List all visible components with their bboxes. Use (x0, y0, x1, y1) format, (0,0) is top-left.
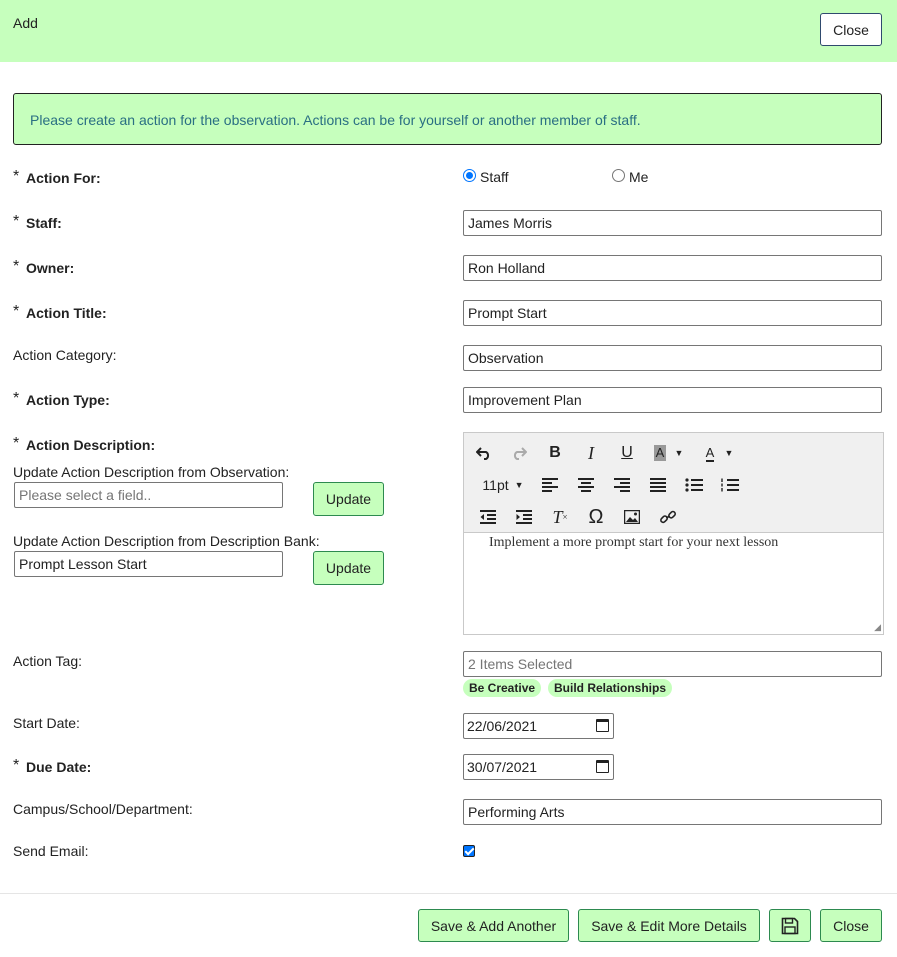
radio-staff-label: Staff (480, 169, 509, 185)
footer-divider (0, 893, 897, 894)
align-left-icon[interactable] (538, 473, 562, 497)
align-right-icon[interactable] (610, 473, 634, 497)
required-marker: * (13, 435, 20, 452)
action-title-input[interactable]: Prompt Start (463, 300, 882, 326)
italic-icon[interactable]: I (588, 442, 594, 463)
action-tag-select[interactable]: 2 Items Selected (463, 651, 882, 677)
info-message: Please create an action for the observation. Actions can be for yourself or another member of staff. (30, 112, 641, 128)
save-add-another-button[interactable]: Save & Add Another (418, 909, 569, 942)
resize-handle-icon[interactable]: ◢ (874, 622, 881, 632)
chevron-down-icon[interactable]: ▼ (724, 448, 734, 458)
due-date-value: 30/07/2021 (467, 759, 538, 775)
editor-content[interactable]: Implement a more prompt start for your next lesson (489, 535, 779, 550)
action-type-label: Action Type: (26, 392, 110, 408)
action-category-select[interactable]: Observation (463, 345, 882, 371)
due-date-input[interactable] (463, 754, 614, 780)
send-email-label: Send Email: (13, 843, 89, 859)
outdent-icon[interactable] (476, 505, 500, 529)
required-marker: * (13, 757, 20, 774)
update-from-observation-button[interactable]: Update (313, 482, 384, 516)
staff-label: Staff: (26, 215, 62, 231)
owner-input[interactable]: Ron Holland (463, 255, 882, 281)
font-size-select[interactable] (478, 473, 528, 497)
image-icon[interactable] (620, 505, 644, 529)
special-char-icon[interactable]: Ω (588, 505, 604, 528)
action-title-label: Action Title: (26, 305, 107, 321)
footer-close-button[interactable]: Close (820, 909, 882, 942)
chevron-down-icon[interactable]: ▼ (674, 448, 684, 458)
font-size-value: 11pt (482, 477, 509, 493)
chevron-down-icon: ▼ (514, 480, 524, 490)
save-icon (781, 917, 799, 935)
radio-me[interactable] (612, 169, 625, 182)
send-email-checkbox[interactable] (463, 845, 475, 857)
text-color-icon[interactable]: A (705, 444, 715, 460)
required-marker: * (13, 390, 20, 407)
tag-chip[interactable]: Build Relationships (548, 679, 672, 697)
modal-title: Add (13, 15, 38, 31)
start-date-input[interactable] (463, 713, 614, 739)
action-type-select[interactable]: Improvement Plan (463, 387, 882, 413)
campus-label: Campus/School/Department: (13, 801, 193, 817)
underline-icon[interactable]: U (621, 444, 633, 461)
justify-icon[interactable] (646, 473, 670, 497)
owner-label: Owner: (26, 260, 75, 276)
description-editor (463, 432, 884, 635)
calendar-icon[interactable] (596, 760, 609, 773)
bullet-list-icon[interactable] (682, 473, 706, 497)
editor-toolbar (464, 433, 883, 533)
clear-format-icon[interactable]: T × (552, 506, 568, 527)
required-marker: * (13, 168, 20, 185)
from-observation-select[interactable]: Please select a field.. (14, 482, 283, 508)
from-bank-select[interactable]: Prompt Lesson Start (14, 551, 283, 577)
update-from-bank-button[interactable]: Update (313, 551, 384, 585)
numbered-list-icon[interactable] (718, 473, 742, 497)
required-marker: * (13, 258, 20, 275)
required-marker: * (13, 303, 20, 320)
start-date-value: 22/06/2021 (467, 718, 538, 734)
align-center-icon[interactable] (574, 473, 598, 497)
action-for-label: Action For: (26, 170, 101, 186)
action-category-label: Action Category: (13, 347, 117, 363)
from-bank-label: Update Action Description from Description Bank: (13, 533, 320, 549)
redo-icon[interactable] (507, 441, 531, 465)
header-close-button[interactable]: Close (820, 13, 882, 46)
link-icon[interactable] (656, 505, 680, 529)
start-date-label: Start Date: (13, 715, 80, 731)
save-icon-button[interactable] (769, 909, 811, 942)
info-alert (13, 93, 882, 145)
radio-staff[interactable] (463, 169, 476, 182)
staff-input[interactable]: James Morris (463, 210, 882, 236)
indent-icon[interactable] (512, 505, 536, 529)
undo-icon[interactable] (472, 441, 496, 465)
due-date-label: Due Date: (26, 759, 92, 775)
action-description-label: Action Description: (26, 437, 156, 453)
calendar-icon[interactable] (596, 719, 609, 732)
bold-icon[interactable]: B (549, 444, 561, 461)
modal-header (0, 0, 897, 62)
background-color-icon[interactable]: A (655, 445, 665, 460)
from-observation-label: Update Action Description from Observation: (13, 464, 290, 480)
save-edit-more-button[interactable]: Save & Edit More Details (578, 909, 760, 942)
radio-me-label: Me (629, 169, 649, 185)
required-marker: * (13, 213, 20, 230)
action-tag-label: Action Tag: (13, 653, 83, 669)
tag-chip[interactable]: Be Creative (463, 679, 541, 697)
campus-select[interactable]: Performing Arts (463, 799, 882, 825)
